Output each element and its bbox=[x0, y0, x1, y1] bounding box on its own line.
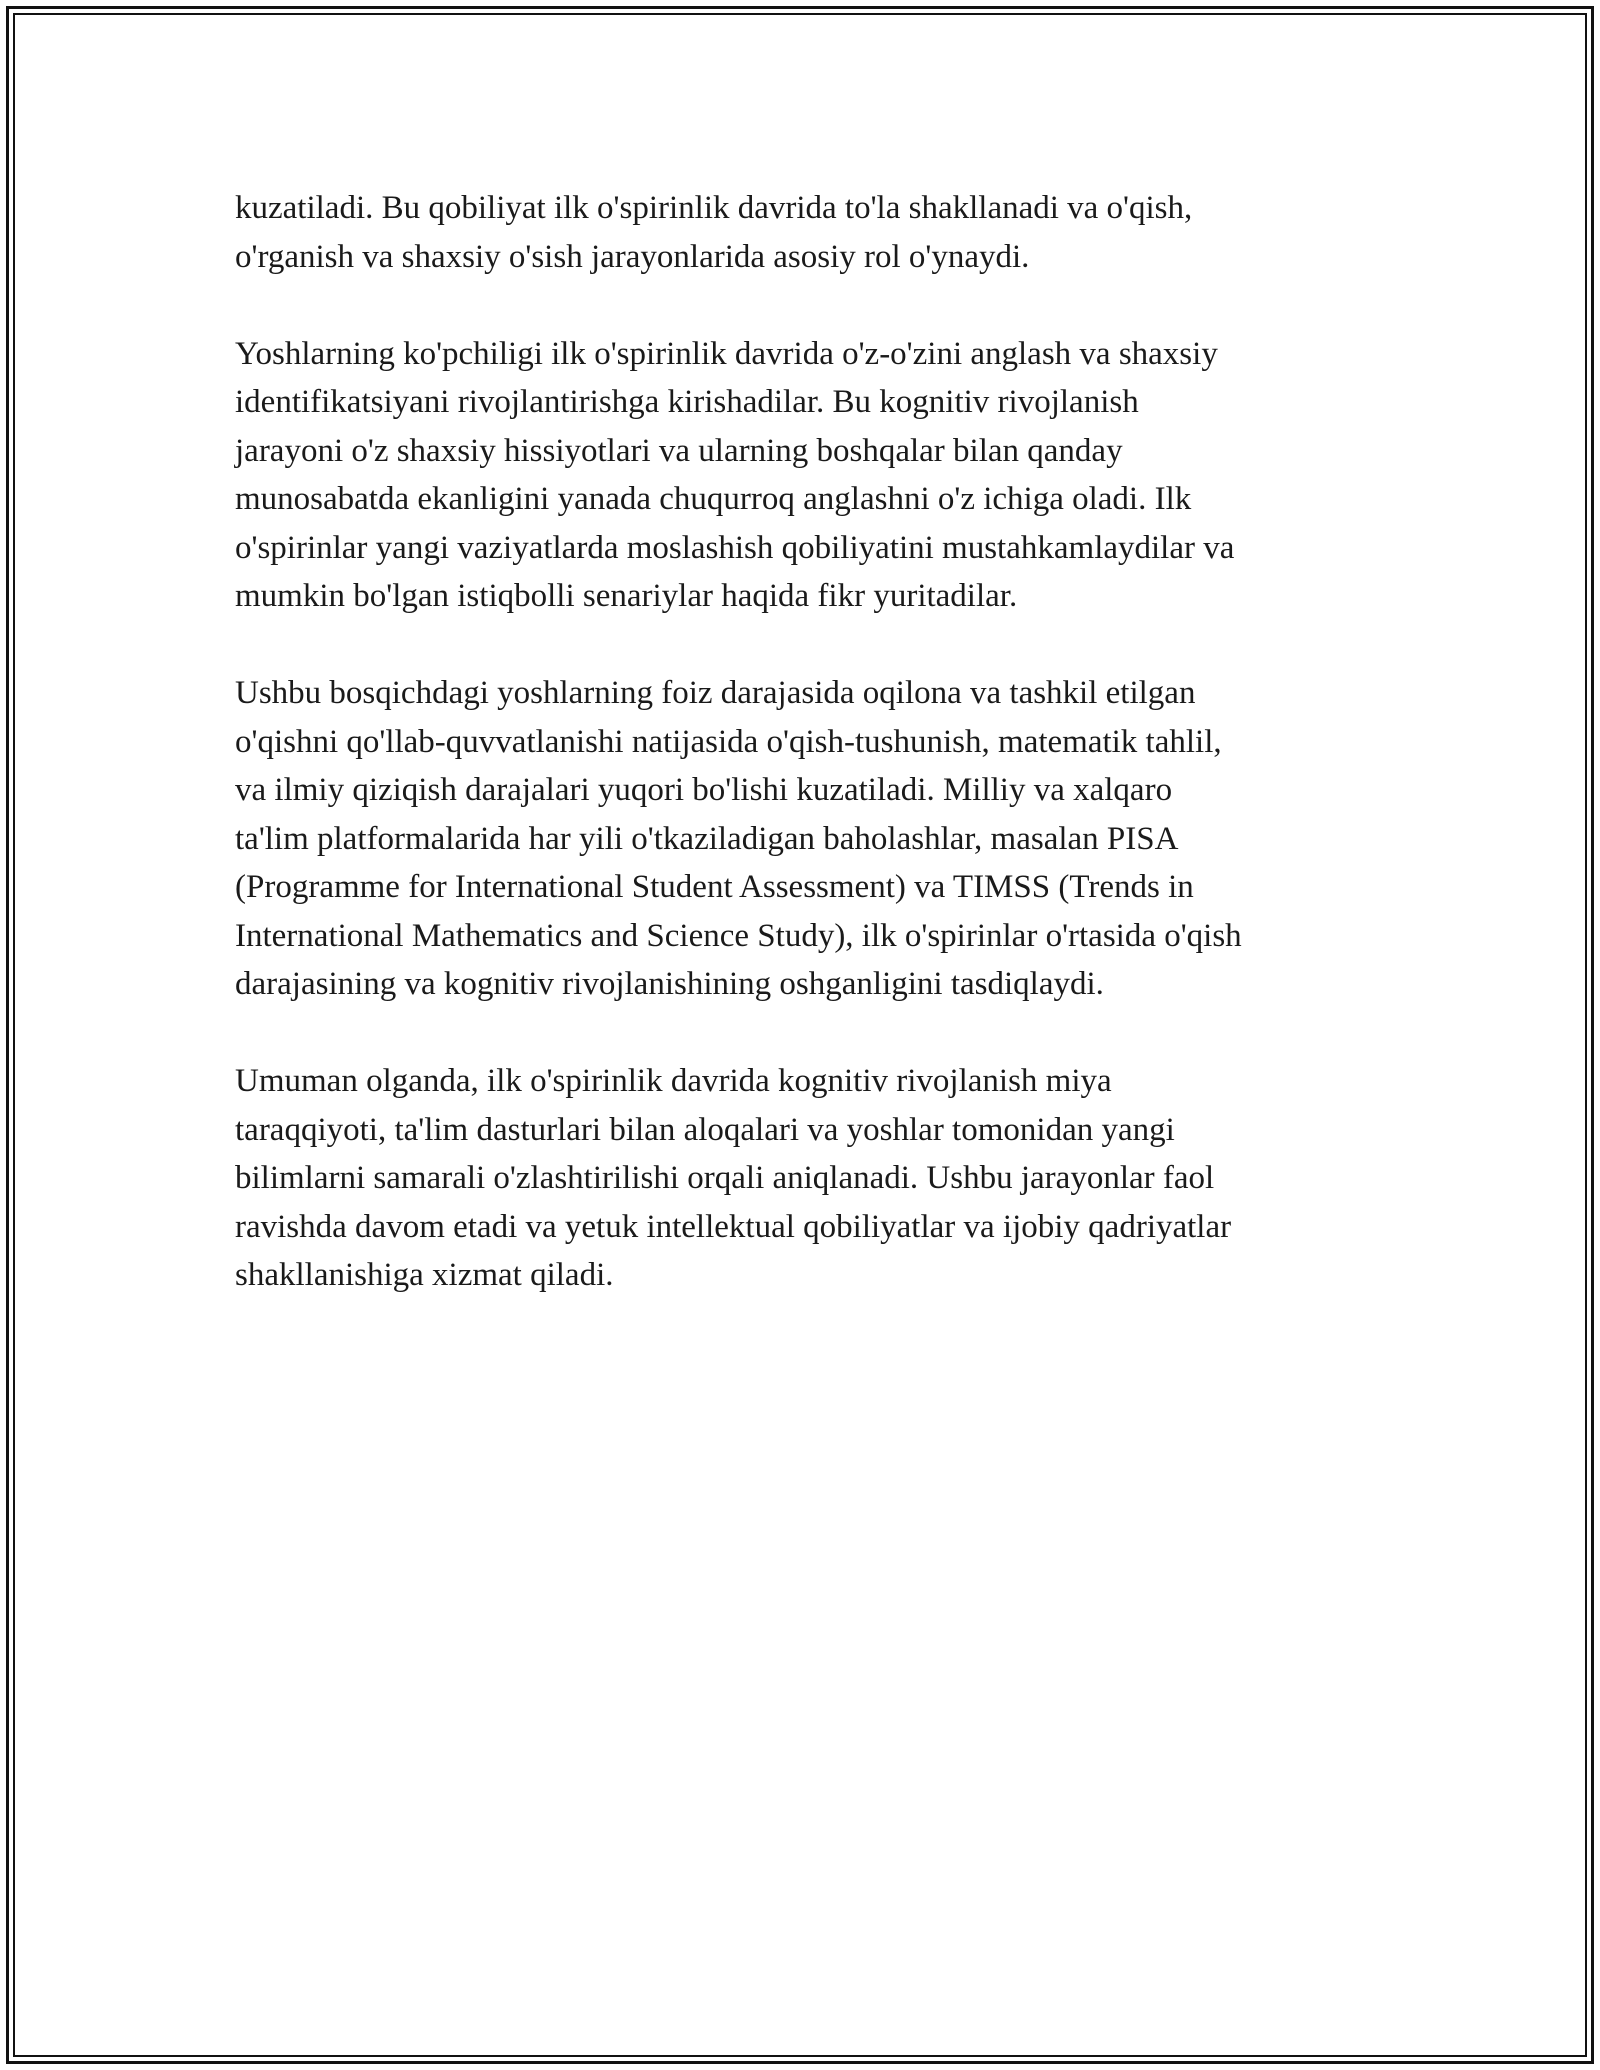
text-line: Ushbu bosqichdagi yoshlarning foiz darajasida oqilona va tashkil etilgan bbox=[235, 675, 1196, 711]
text-line: kuzatiladi. Bu qobiliyat ilk o'spirinlik davrida to'la shakllanadi va o'qish, bbox=[235, 190, 1193, 226]
text-line: Yoshlarning ko'pchiligi ilk o'spirinlik davrida o'z-o'zini anglash va shaxsiy bbox=[235, 335, 1218, 372]
text-line: taraqqiyoti, ta'lim dasturlari bilan aloqalari va yoshlar tomonidan yangi bbox=[235, 1111, 1175, 1148]
text-line: identifikatsiyani rivojlantirishga kirishadilar. Bu kognitiv rivojlanish bbox=[235, 384, 1139, 420]
text-line: o'qishni qo'llab-quvvatlanishi natijasida o'qish-tushunish, matematik tahlil, bbox=[235, 723, 1222, 760]
paragraph-2 bbox=[235, 330, 1365, 621]
text-line: ta'lim platformalarida har yili o'tkaziladigan baholashlar, masalan PISA bbox=[235, 820, 1179, 857]
text-line: bilimlarni samarali o'zlashtirilishi orqali aniqlanadi. Ushbu jarayonlar faol bbox=[235, 1160, 1215, 1196]
text-line: va ilmiy qiziqish darajalari yuqori bo'lishi kuzatiladi. Milliy va xalqaro bbox=[235, 772, 1173, 808]
text-line: shakllanishiga xizmat qiladi. bbox=[235, 1257, 614, 1293]
paragraph-4 bbox=[235, 1057, 1365, 1300]
document-body bbox=[235, 184, 1365, 1348]
text-line: jarayoni o'z shaxsiy hissiyotlari va ularning boshqalar bilan qanday bbox=[235, 432, 1123, 469]
text-line: o'spirinlar yangi vaziyatlarda moslashish qobiliyatini mustahkamlaydilar va bbox=[235, 529, 1235, 566]
text-line: International Mathematics and Science Study), ilk o'spirinlar o'rtasida o'qish bbox=[235, 917, 1242, 954]
text-line: Umuman olganda, ilk o'spirinlik davrida kognitiv rivojlanish miya bbox=[235, 1063, 1112, 1099]
text-line: (Programme for International Student Assessment) va TIMSS (Trends in bbox=[235, 869, 1194, 905]
text-line: darajasining va kognitiv rivojlanishining oshganligini tasdiqlaydi. bbox=[235, 966, 1104, 1002]
text-line: ravishda davom etadi va yetuk intellektual qobiliyatlar va ijobiy qadriyatlar bbox=[235, 1208, 1232, 1245]
paragraph-1 bbox=[235, 184, 1365, 281]
paragraph-3 bbox=[235, 669, 1365, 1009]
text-line: o'rganish va shaxsiy o'sish jarayonlarida asosiy rol o'ynaydi. bbox=[235, 238, 1030, 275]
text-line: munosabatda ekanligini yanada chuqurroq anglashni o'z ichiga oladi. Ilk bbox=[235, 481, 1192, 517]
text-line: mumkin bo'lgan istiqbolli senariylar haqida fikr yuritadilar. bbox=[235, 578, 1018, 614]
